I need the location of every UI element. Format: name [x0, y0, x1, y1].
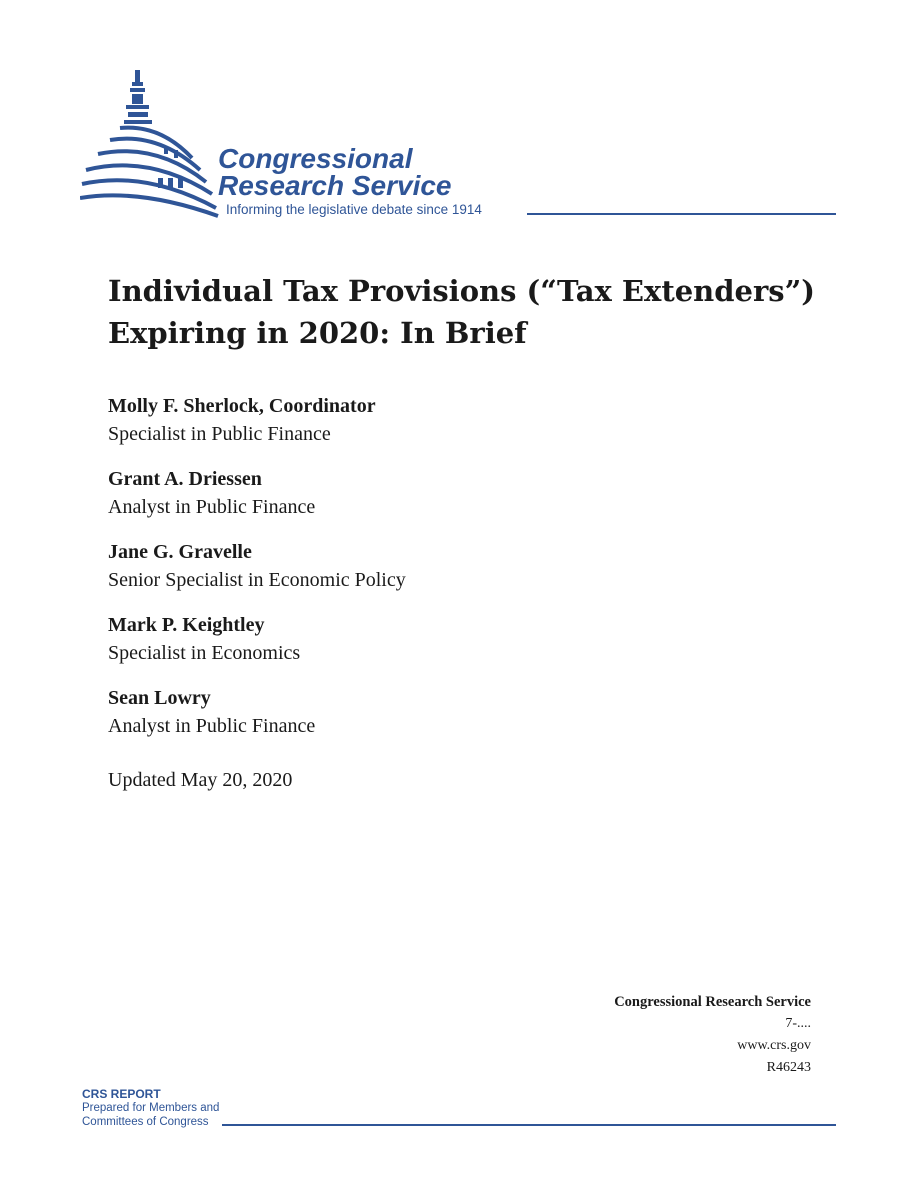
crs-report-line-2: Committees of Congress	[82, 1116, 209, 1128]
logo-wordmark	[218, 144, 452, 201]
author-name: Mark P. Keightley	[108, 614, 265, 636]
author-entry	[108, 538, 808, 594]
publisher-code: 7-....	[785, 1016, 811, 1031]
author-role: Analyst in Public Finance	[108, 715, 316, 737]
logo-line-1: Congressional	[218, 143, 413, 174]
updated-date: Updated May 20, 2020	[108, 769, 293, 791]
author-role: Senior Specialist in Economic Policy	[108, 569, 406, 591]
author-name: Sean Lowry	[108, 687, 211, 709]
crs-report-heading: CRS REPORT	[82, 1087, 161, 1101]
author-entry	[108, 611, 808, 667]
crs-report-line-1: Prepared for Members and	[82, 1102, 220, 1114]
author-entry	[108, 392, 808, 448]
report-number: R46243	[766, 1060, 811, 1075]
author-name: Jane G. Gravelle	[108, 541, 252, 563]
author-entry	[108, 684, 808, 740]
author-list	[108, 392, 808, 757]
publisher-name: Congressional Research Service	[614, 994, 811, 1010]
author-role: Specialist in Public Finance	[108, 423, 331, 445]
report-title: Individual Tax Provisions (“Tax Extenders”) Expiring in 2020: In Brief	[108, 274, 815, 350]
footer-divider	[222, 1124, 836, 1126]
logo-tagline: Informing the legislative debate since 1914	[226, 202, 482, 217]
logo-line-2: Research Service	[218, 170, 452, 201]
crs-report-label	[82, 1087, 219, 1129]
crs-logo	[80, 66, 840, 226]
author-name: Grant A. Driessen	[108, 468, 262, 490]
capitol-dome-icon	[80, 66, 240, 226]
logo-divider	[527, 213, 836, 215]
author-role: Analyst in Public Finance	[108, 496, 316, 518]
author-role: Specialist in Economics	[108, 642, 301, 664]
publisher-block	[614, 991, 811, 1079]
author-entry	[108, 465, 808, 521]
author-name: Molly F. Sherlock, Coordinator	[108, 395, 376, 417]
publisher-website-link[interactable]: www.crs.gov	[737, 1038, 811, 1053]
